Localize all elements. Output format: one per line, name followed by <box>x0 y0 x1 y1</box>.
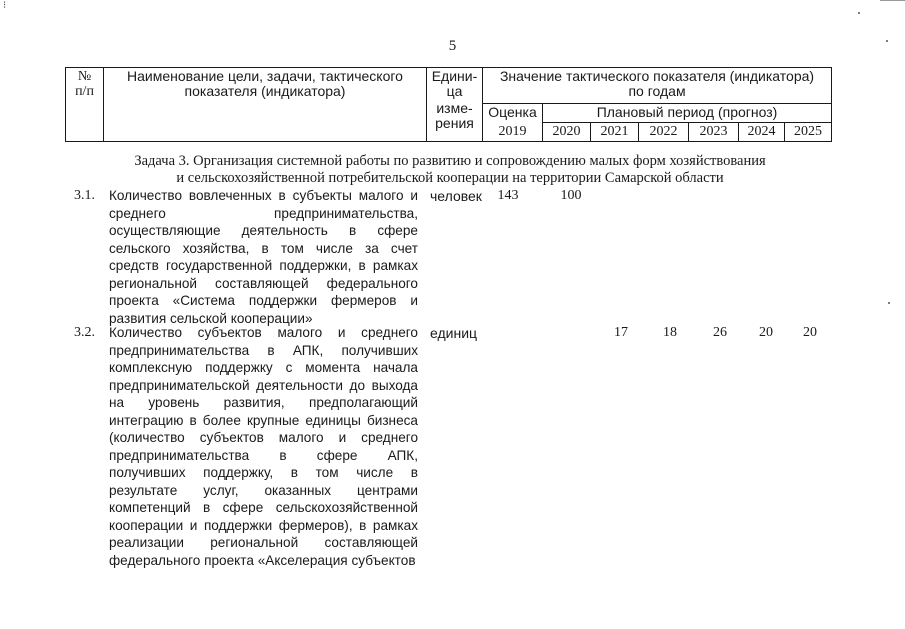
task-heading: Задача 3. Организация системной работы по развитию и сопровождению малых форм хозяйствования и сельскохозяйственной потребительской кооперации на территории Самарской области <box>134 153 766 186</box>
year-2022: 2022 <box>639 123 689 142</box>
scan-speck <box>888 302 890 304</box>
scan-edge <box>880 0 905 1</box>
value-2019: 143 <box>497 188 519 203</box>
indicator-name: Количество субъектов малого и среднего предпринимательства в АПК, получивших комплексную поддержку с момента начала предпринимательской деятельности до выхода на уровень развития, предполагающий интеграцию в более крупные единицы бизнеса (количество субъектов малого и среднего предпринимательства в сфере АПК, получивших поддержку, в том числе в результате услуг, оказанных центрами компетенций в сфере сельскохозяйственной кооперации и поддержки фермеров), в рамках реализации региональной составляющей федерального проекта «Акселерация субъектов <box>109 325 418 568</box>
year-2019: 2019 <box>498 124 527 139</box>
indicator-table-header <box>65 67 832 142</box>
header-col-number: № п/п <box>66 68 104 142</box>
year-2024: 2024 <box>739 123 785 142</box>
header-col-name: Наименование цели, задачи, тактического показателя (индикатора) <box>104 68 427 142</box>
value-2021: 17 <box>614 325 628 340</box>
header-col-value: Значение тактического показателя (индикатора) по годам <box>483 68 832 104</box>
row-number: 3.2. <box>74 325 95 340</box>
scan-mark: ⁝ <box>3 0 7 11</box>
page-number: 5 <box>448 38 457 54</box>
indicator-unit: человек <box>430 188 482 204</box>
row-number: 3.1. <box>74 188 95 203</box>
year-2021: 2021 <box>591 123 639 142</box>
header-col-estimate: Оценка 2019 <box>483 104 543 142</box>
year-2020: 2020 <box>543 123 591 142</box>
indicator-name: Количество вовлеченных в субъекты малого и среднего предпринимательства, осуществляющие деятельность в сфере сельского хозяйства, в том числе за счет средств государственной поддержки, в рамках региональной составляющей федерального проекта «Система поддержки фермеров и развития сельской кооперации» <box>109 188 418 326</box>
header-col-plan: Плановый период (прогноз) <box>543 104 832 123</box>
value-2025: 20 <box>803 325 817 340</box>
value-2024: 20 <box>759 325 773 340</box>
value-2022: 18 <box>663 325 677 340</box>
year-2025: 2025 <box>785 123 832 142</box>
value-2020: 100 <box>560 188 582 203</box>
indicator-unit: единиц <box>430 325 478 341</box>
year-2023: 2023 <box>689 123 739 142</box>
scan-speck <box>858 12 860 14</box>
header-col-unit: Едини- ца изме- рения <box>427 68 483 142</box>
value-2023: 26 <box>713 325 727 340</box>
